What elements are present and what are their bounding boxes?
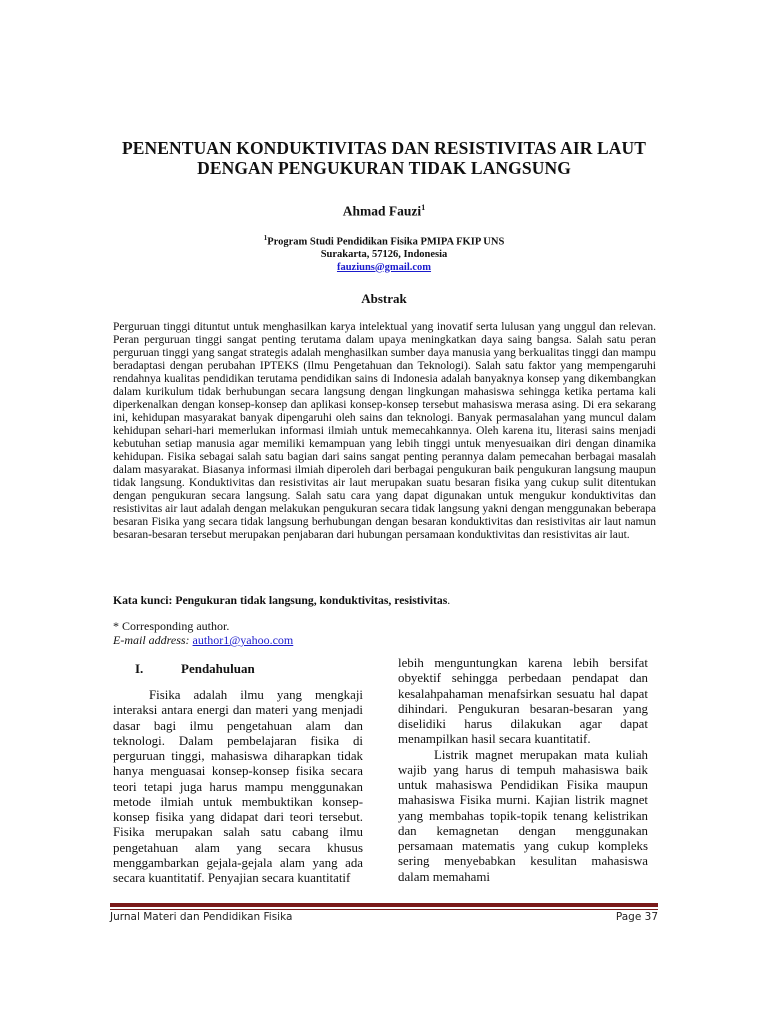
author [0, 203, 768, 220]
keywords-end: . [447, 594, 451, 607]
section-heading [113, 661, 255, 677]
author-email-link[interactable]: fauziuns@gmail.com [336, 261, 432, 273]
author-sup: 1 [421, 203, 426, 212]
affiliation-sup: 1 [263, 234, 268, 242]
left-column [113, 688, 363, 886]
footer-journal: Jurnal Materi dan Pendidikan Fisika [110, 911, 293, 923]
title-line-2: DENGAN PENGUKURAN TIDAK LANGSUNG [197, 158, 571, 178]
footer-rule-thin [110, 909, 658, 910]
paper-title [0, 138, 768, 178]
affiliation-line-2: Surakarta, 57126, Indonesia [320, 249, 448, 260]
corresponding-line: * Corresponding author. [113, 619, 230, 633]
footer-rule-thick [110, 903, 658, 907]
section-number: I. [135, 661, 144, 676]
author-name: Ahmad Fauzi [342, 203, 422, 219]
title-line-1: PENENTUAN KONDUKTIVITAS DAN RESISTIVITAS AIR LAUT [121, 138, 646, 158]
left-paragraph: Fisika adalah ilmu yang mengkaji interaksi antara energi dan materi yang menjadi dasar bagi ilmu pengetahuan alam dan teknologi. Dalam pembelajaran fisika di perguruan tinggi, mahasiswa diharapkan tidak hanya menguasai konsep-konsep fisika secara teori tetapi juga harus mampu menggunakan metode ilmiah untuk membuktikan konsep-konsep fisika yang didapat dari teori tersebut. Fisika merupakan salah satu cabang ilmu pengetahuan alam yang secara khusus menggambarkan gejala-gejala alam yang ada secara kuantitatif. Penyajian secara kuantitatif [113, 688, 363, 885]
corresponding-email-link[interactable]: author1@yahoo.com [192, 633, 294, 647]
section-title: Pendahuluan [181, 661, 255, 676]
footer-page: Page 37 [615, 911, 658, 923]
affiliation [0, 232, 768, 274]
right-paragraph-2: Listrik magnet merupakan mata kuliah wajib yang harus di tempuh mahasiswa baik untuk mahasiswa Pendidikan Fisika maupun mahasiswa Fisika murni. Kajian listrik magnet yang membahas topik-topik tenang kelistrikan dan kemagnetan dengan menggunakan persamaan matematis yang cukup kompleks sering menyebabkan kesulitan mahasiswa dalam memahami [398, 747, 648, 884]
affiliation-line-1: Program Studi Pendidikan Fisika PMIPA FKIP UNS [267, 236, 505, 248]
abstract-heading: Abstrak [361, 291, 407, 306]
right-paragraph-1: lebih menguntungkan karena lebih bersifat obyektif sehingga perbedaan pendapat dan kesalahpahaman menafsirkan sesuatu hal dapat dihindari. Pengukuran besaran-besaran yang diselidiki harus dilakukan agar dapat menampilkan hasil secara kuantitatif. [398, 656, 648, 747]
abstract-text: Perguruan tinggi dituntut untuk menghasilkan karya intelektual yang inovatif serta lulusan yang unggul dan relevan. Peran perguruan tinggi sangat penting terutama dalam upaya meningkatkan daya saing bangsa. Salah satu peran perguruan tinggi yang sangat strategis adalah menghasilkan sumber daya manusia yang berkualitas tinggi dan mampu beradaptasi dengan perubahan IPTEKS (Ilmu Pengetahuan dan Teknologi). Salah satu faktor yang mempengaruhi rendahnya kualitas pendidikan terutama pendidikan sains di Indonesia adalah banyaknya konsep yang dikembangkan dalam kurikulum tidak berhubungan secara langsung dengan lingkungan mahasiswa sehingga ketika pertama kali diperkenalkan dengan konsep-konsep dan aplikasi konsep-konsep tersebut mahasiswa merasa asing. Di era sekarang ini, kehidupan masyarakat banyak dipengaruhi oleh sains dan teknologi. Banyak permasalahan yang muncul dalam kehidupan sehari-hari memerlukan informasi ilmiah untuk memecahkannya. Oleh karena itu, literasi sains menjadi kebutuhan setiap manusia agar memiliki kemampuan yang lebih tinggi untuk menyesuaikan diri dengan dinamika kehidupan. Fisika sebagai salah satu bagian dari sains sangat penting perannya dalam pemecahan berbagai masalah dalam masyarakat. Biasanya informasi ilmiah diperoleh dari berbagai pengukuran baik pengukuran langsung maupun tidak langsung. Konduktivitas dan resistivitas air laut merupakan suatu besaran fisika yang cukup sulit ditentukan dengan pengukuran secara langsung. Salah satu cara yang dapat digunakan untuk mengukur konduktivitas dan resistivitas air laut adalah dengan melakukan pengukuran secara tidak langsung yakni dengan menggunakan beberapa besaran Fisika yang secara tidak langsung berhubungan dengan besaran konduktivitas dan resistivitas air laut namun besaran-besaran tersebut merupakan penjabaran dari hubungan persamaan konduktivitas dan resistivitas air laut. [113, 321, 656, 541]
keywords-text: Kata kunci: Pengukuran tidak langsung, konduktivitas, resistivitas [113, 594, 448, 607]
email-label: E-mail address: [113, 633, 190, 647]
right-column [398, 656, 648, 885]
keywords [113, 594, 656, 607]
corresponding-author [113, 619, 293, 647]
